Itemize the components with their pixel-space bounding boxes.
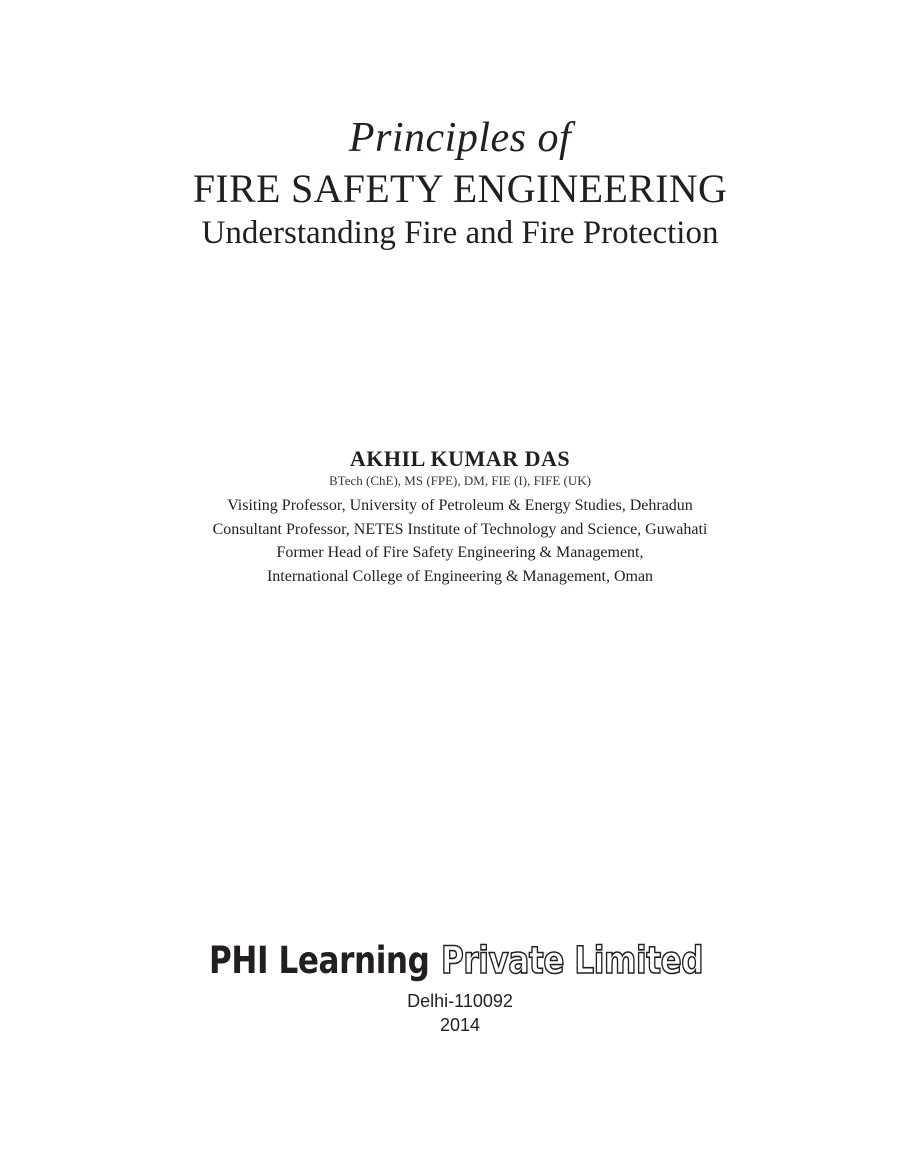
affiliation-line: Consultant Professor, NETES Institute of Technology and Science, Guwahati xyxy=(212,520,708,538)
book-subtitle: Understanding Fire and Fire Protection xyxy=(201,215,719,251)
affiliation-line: Former Head of Fire Safety Engineering & Management, xyxy=(276,544,644,561)
author-credentials: BTech (ChE), MS (FPE), DM, FIE (I), FIFE (UK) xyxy=(329,473,591,488)
publication-year: 2014 xyxy=(439,1015,481,1035)
title-prefix: Principles of xyxy=(348,115,572,161)
author-affiliations xyxy=(0,494,920,588)
affiliation-line: Visiting Professor, University of Petroleum & Energy Studies, Dehradun xyxy=(227,497,693,514)
affiliation-line: International College of Engineering & Management, Oman xyxy=(266,567,654,585)
author-name: AKHIL KUMAR DAS xyxy=(349,446,571,471)
publisher-logo xyxy=(0,938,920,984)
publisher-city: Delhi-110092 xyxy=(407,991,513,1011)
publisher-name-outline: Private Limited xyxy=(441,939,704,982)
book-title: FIRE SAFETY ENGINEERING xyxy=(192,166,728,211)
publisher-name-solid: PHI Learning xyxy=(208,939,429,982)
